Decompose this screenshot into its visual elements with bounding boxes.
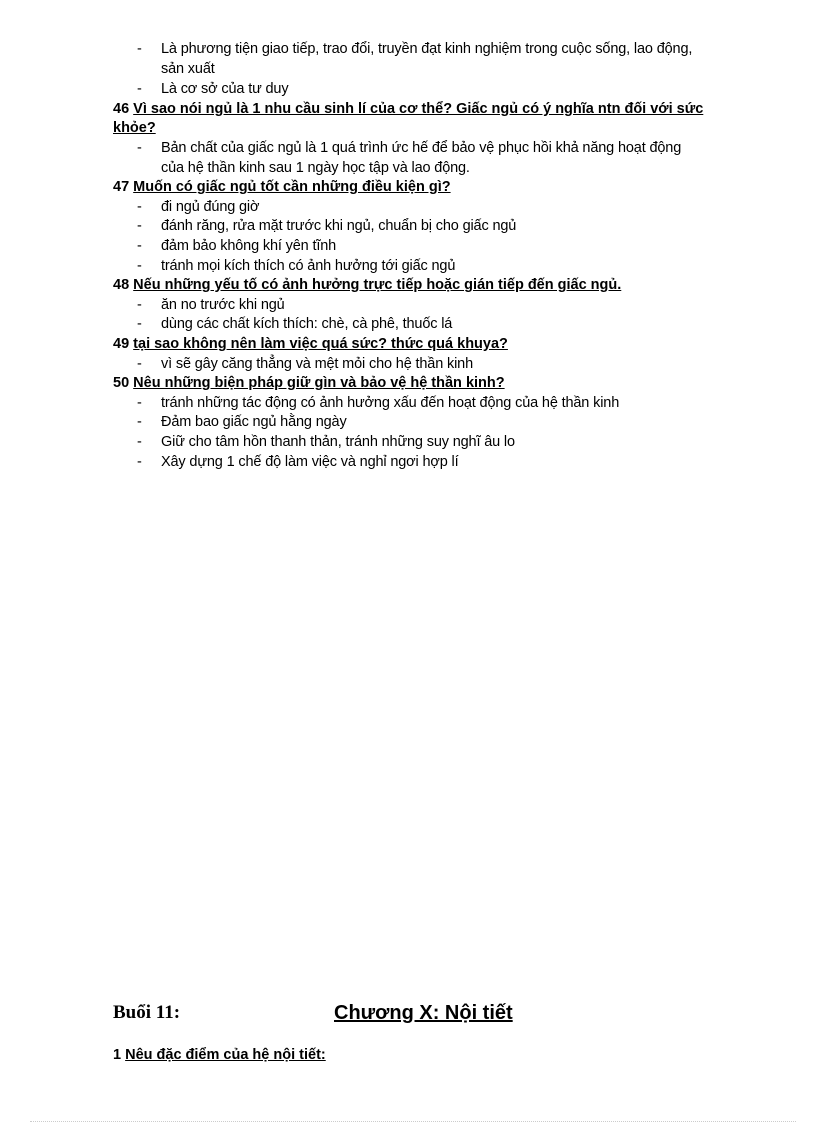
- question-number: 47: [113, 179, 130, 195]
- question-text: tại sao không nên làm việc quá sức? thức quá khuya?: [133, 336, 508, 352]
- question-number: 46: [113, 101, 130, 117]
- question-text: Nêu những biện pháp giữ gìn và bảo vệ hệ thần kinh?: [133, 375, 505, 391]
- bullet-text: tránh mọi kích thích có ảnh hưởng tới giấc ngủ: [161, 258, 456, 274]
- bullet-dash: -: [137, 218, 142, 234]
- bullet-text: đảm bảo không khí yên tĩnh: [161, 238, 337, 254]
- question-48: [113, 276, 621, 295]
- question-text: Nếu những yếu tố có ảnh hưởng trực tiếp hoặc gián tiếp đến giấc ngủ.: [133, 277, 622, 293]
- bullet-text: đánh răng, rửa mặt trước khi ngủ, chuẩn bị cho giấc ngủ: [161, 218, 517, 234]
- bullet-dash: -: [137, 414, 142, 430]
- question-number: 49: [113, 336, 130, 352]
- bullet-dash: -: [137, 258, 142, 274]
- question-number: 48: [113, 277, 130, 293]
- bullet-dash: -: [137, 356, 142, 372]
- bullet-text-continued: sản xuất: [161, 61, 215, 77]
- bullet-text-continued: của hệ thần kinh sau 1 ngày học tập và lao động.: [161, 160, 470, 176]
- chapter-title: Chương X: Nội tiết: [334, 1002, 513, 1024]
- bullet-dash: -: [137, 316, 142, 332]
- bullet-dash: -: [137, 395, 142, 411]
- question-50: [113, 374, 505, 393]
- bullet-text: Xây dựng 1 chế độ làm việc và nghỉ ngơi hợp lí: [161, 454, 459, 470]
- bullet-dash: -: [137, 41, 142, 57]
- bullet-dash: -: [137, 238, 142, 254]
- bullet-dash: -: [137, 454, 142, 470]
- bullet-dash: -: [137, 81, 142, 97]
- bullet-text: tránh những tác động có ảnh hưởng xấu đến hoạt động của hệ thần kinh: [161, 395, 620, 411]
- bullet-text: Đảm bao giấc ngủ hằng ngày: [161, 414, 347, 430]
- question-47: [113, 178, 451, 197]
- question-text: Muốn có giấc ngủ tốt cần những điều kiện gì?: [133, 179, 451, 195]
- bullet-text: Là phương tiện giao tiếp, trao đổi, truyền đạt kinh nghiệm trong cuộc sống, lao động,: [161, 41, 693, 57]
- question-text: Nêu đặc điểm của hệ nội tiết:: [125, 1047, 326, 1063]
- bullet-text: Là cơ sở của tư duy: [161, 81, 289, 97]
- question-46: [113, 100, 703, 119]
- bullet-text: Giữ cho tâm hồn thanh thản, tránh những suy nghĩ âu lo: [161, 434, 515, 450]
- session-label: Buổi 11:: [113, 1002, 181, 1023]
- bullet-text: ăn no trước khi ngủ: [161, 297, 285, 313]
- page-bottom-divider: [30, 1121, 796, 1122]
- bullet-dash: -: [137, 199, 142, 215]
- bullet-dash: -: [137, 434, 142, 450]
- question-number: 1: [113, 1047, 122, 1063]
- bullet-text: dùng các chất kích thích: chè, cà phê, thuốc lá: [161, 316, 453, 332]
- bullet-text: đi ngủ đúng giờ: [161, 199, 260, 215]
- bullet-dash: -: [137, 140, 142, 156]
- bullet-text: Bản chất của giấc ngủ là 1 quá trình ức hế để bảo vệ phục hồi khả năng hoạt động: [161, 140, 682, 156]
- question-1: [113, 1046, 326, 1065]
- question-46-continued: khỏe?: [113, 120, 156, 136]
- bullet-dash: -: [137, 297, 142, 313]
- question-number: 50: [113, 375, 130, 391]
- question-49: [113, 335, 508, 354]
- bullet-text: vì sẽ gây căng thẳng và mệt mỏi cho hệ thần kinh: [161, 356, 473, 372]
- question-text: Vì sao nói ngủ là 1 nhu cầu sinh lí của cơ thể? Giấc ngủ có ý nghĩa ntn đối với sức: [133, 101, 704, 117]
